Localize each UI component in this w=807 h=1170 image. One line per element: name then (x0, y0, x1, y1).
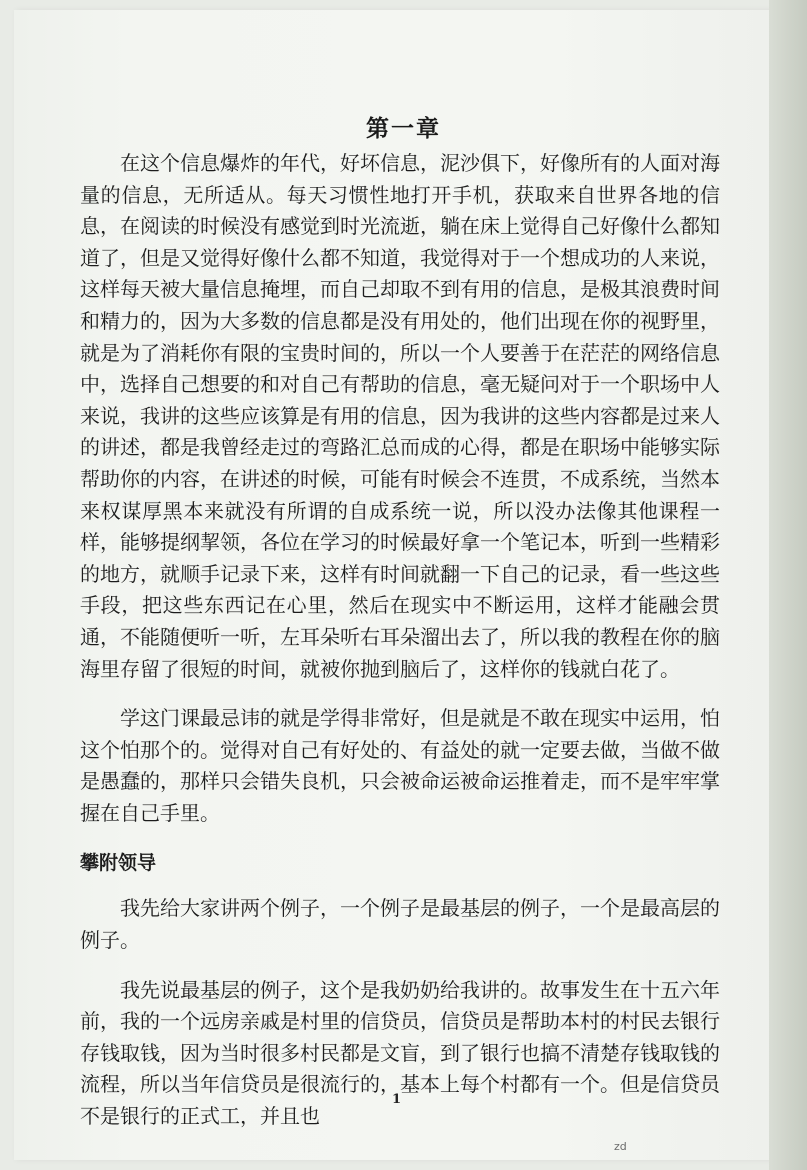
section-heading: 攀附领导 (80, 852, 157, 875)
chapter-title: 第一章 (366, 115, 441, 142)
document-body (80, 148, 720, 1133)
paragraph-2: 学这门课最忌讳的就是学得非常好，但是就是不敢在现实中运用，怕这个怕那个的。觉得对自己有好处的、有益处的就一定要去做，当做不做是愚蠢的，那样只会错失良机，只会被命运被命运推着走，而不是牢牢掌握在自己手里。 (80, 706, 720, 825)
page-number: 1 (392, 1092, 402, 1107)
paragraph-1: 在这个信息爆炸的年代，好坏信息，泥沙俱下，好像所有的人面对海量的信息，无所适从。每天习惯性地打开手机，获取来自世界各地的信息，在阅读的时候没有感觉到时光流逝，躺在床上觉得自己好像什么都知道了，但是又觉得好像什么都不知道，我觉得对于一个想成功的人来说，这样每天被大量信息掩埋，而自己却取不到有用的信息，是极其浪费时间和精力的，因为大多数的信息都是没有用处的，他们出现在你的视野里，就是为了消耗你有限的宝贵时间的，所以一个人要善于在茫茫的网络信息中，选择自己想要的和对自己有帮助的信息，毫无疑问对于一个职场中人来说，我讲的这些应该算是有用的信息，因为我讲的这些内容都是过来人的讲述，都是我曾经走过的弯路汇总而成的心得，都是在职场中能够实际帮助你的内容，在讲述的时候，可能有时候会不连贯，不成系统，当然本来权谋厚黑本来就没有所谓的自成系统一说，所以没办法像其他课程一样，能够提纲挈领，各位在学习的时候最好拿一个笔记本，听到一些精彩的地方，就顺手记录下来，这样有时间就翻一下自己的记录，看一些这些手段，把这些东西记在心里，然后在现实中不断运用，这样才能融会贯通，不能随便听一听，左耳朵听右耳朵溜出去了，所以我的教程在你的脑海里存留了很短的时间，就被你抛到脑后了，这样你的钱就白花了。 (80, 151, 720, 681)
section-paragraph-2: 我先说最基层的例子，这个是我奶奶给我讲的。故事发生在十五六年前，我的一个远房亲戚是村里的信贷员，信贷员是帮助本村的村民去银行存钱取钱，因为当时很多村民都是文盲，到了银行也搞不清楚存钱取钱的流程，所以当年信贷员是很流行的，基本上每个村都有一个。但是信贷员不是银行的正式工，并且也 (80, 977, 720, 1129)
section-paragraph-1: 我先给大家讲两个例子，一个例子是最基层的例子，一个是最高层的例子。 (80, 896, 720, 953)
corner-mark: zd (614, 1140, 627, 1153)
page-edge-shadow (769, 0, 807, 1170)
